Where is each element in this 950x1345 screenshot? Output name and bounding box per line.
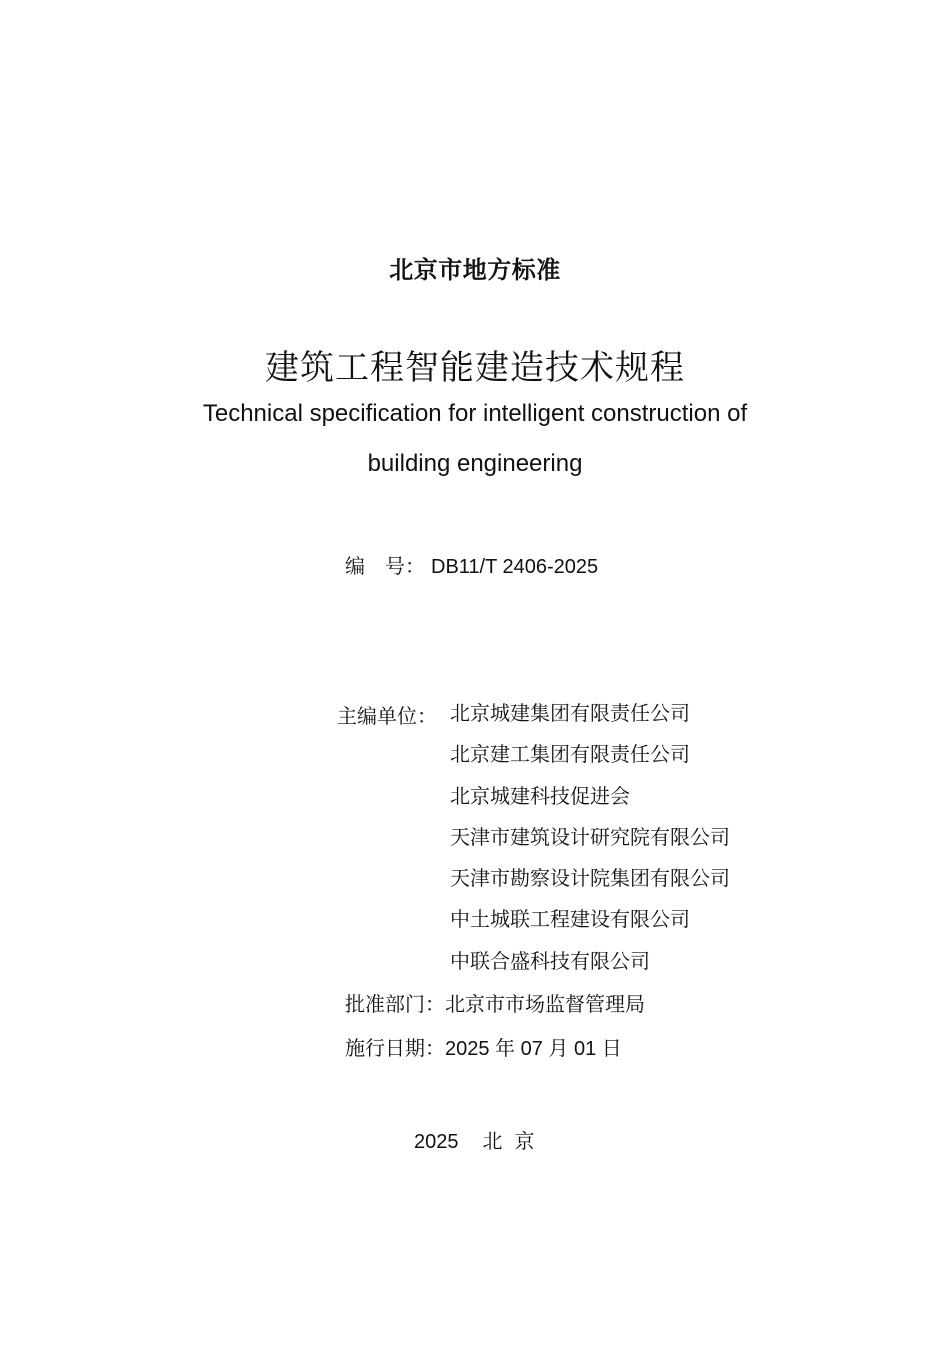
- approval-department-label: 批准部门：: [345, 992, 445, 1016]
- standard-code-row: [345, 550, 598, 579]
- chief-editor-item: 天津市建筑设计研究院有限公司: [450, 824, 730, 849]
- chief-editor-item: 中土城联工程建设有限公司: [450, 907, 690, 932]
- approval-department-row: [345, 988, 645, 1017]
- title-english-line-2: building engineering: [367, 450, 583, 477]
- chief-editor-list: [450, 700, 730, 989]
- publication-city: 北京: [482, 1129, 547, 1153]
- chief-editor-item: 天津市勘察设计院集团有限公司: [450, 866, 730, 891]
- effective-date-label: 施行日期：: [345, 1036, 445, 1060]
- approval-department-value: 北京市市场监督管理局: [445, 992, 645, 1016]
- effective-date-row: [345, 1032, 622, 1061]
- chief-editor-label: 主编单位：: [337, 704, 437, 728]
- standard-type-heading: 北京市地方标准: [389, 256, 561, 284]
- standard-code-label: 编 号：: [345, 554, 425, 578]
- publication-footer: [414, 1125, 547, 1154]
- title-english-line-1: Technical specification for intelligent construction of: [202, 400, 748, 427]
- title-chinese: 建筑工程智能建造技术规程: [265, 348, 685, 388]
- chief-editor-item: 北京城建科技促进会: [450, 783, 630, 808]
- publication-year: 2025: [414, 1131, 459, 1153]
- chief-editor-item: 北京城建集团有限责任公司: [450, 701, 690, 725]
- chief-editor-item: 北京建工集团有限责任公司: [450, 742, 690, 767]
- effective-date-value: 2025 年 07 月 01 日: [445, 1038, 622, 1060]
- chief-editor-item: 中联合盛科技有限公司: [450, 948, 650, 973]
- standard-code-value: DB11/T 2406-2025: [431, 556, 599, 578]
